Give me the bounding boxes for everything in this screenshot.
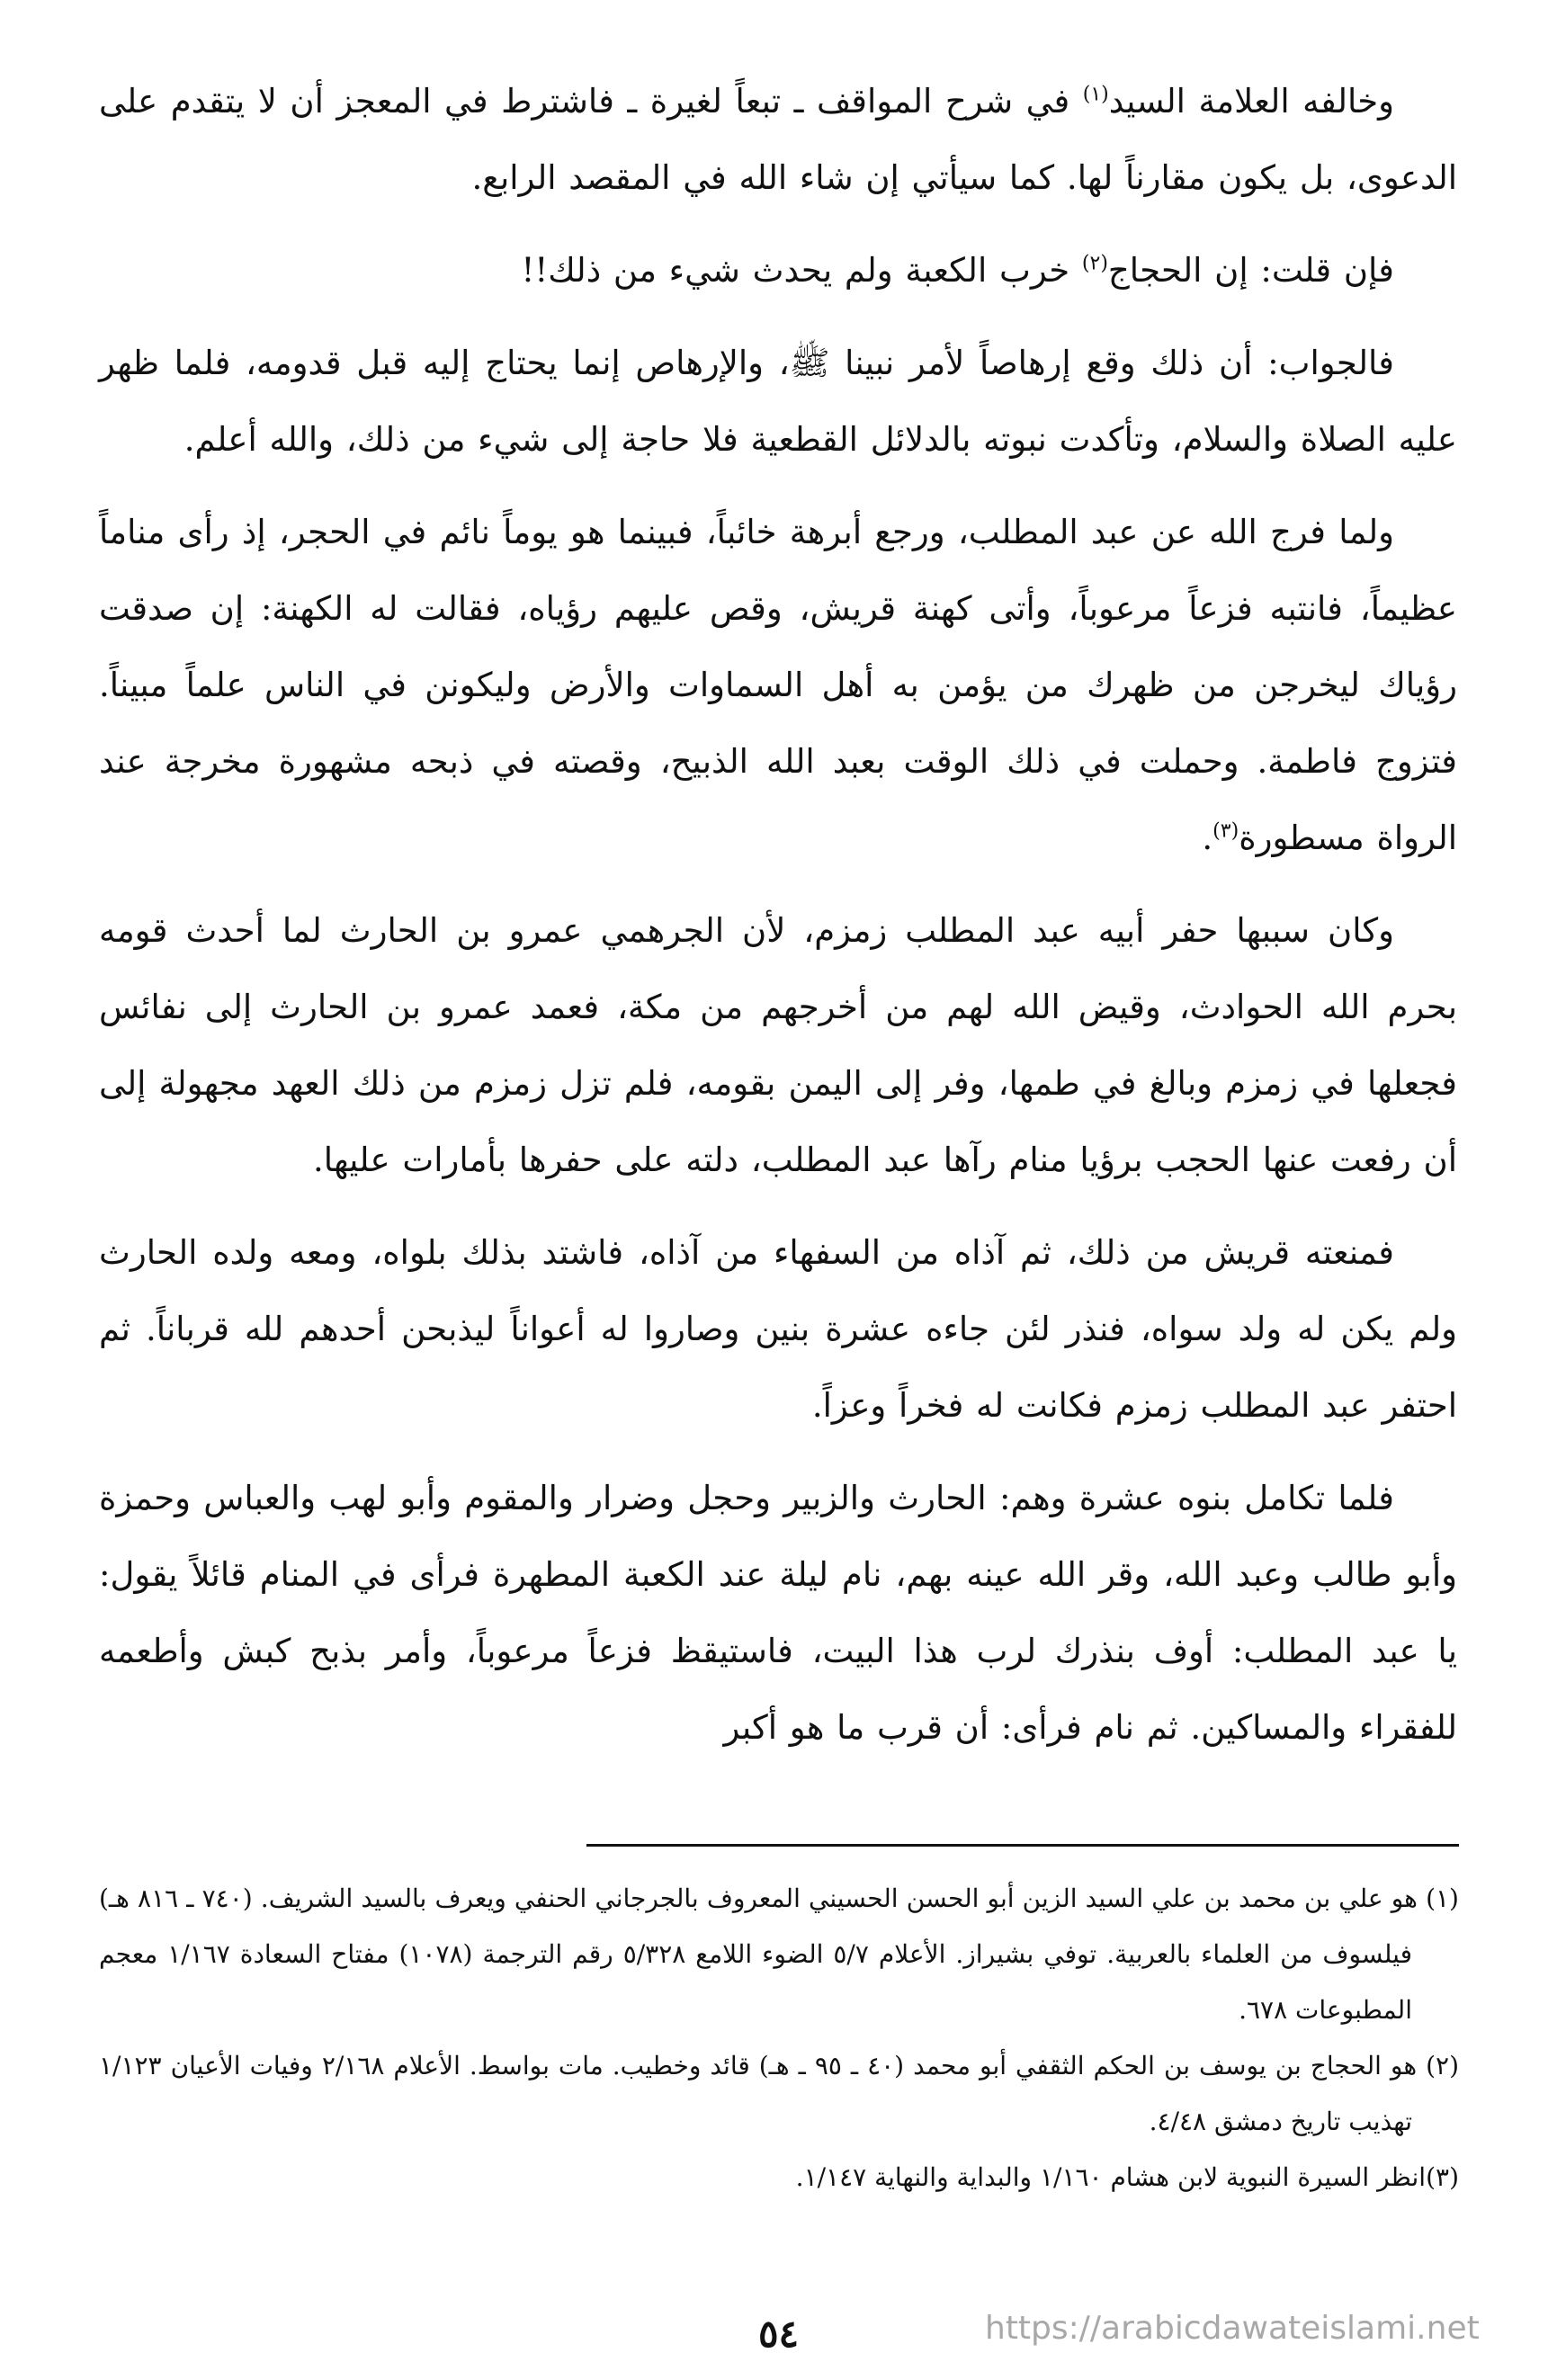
footnote-3: (٣)انظر السيرة النبوية لابن هشام ١/١٦٠ والبداية والنهاية ١/١٤٧. [795, 2162, 1459, 2192]
footnote-1: (١) هو علي بن محمد بن علي السيد الزين أبو الحسن الحسيني المعروف بالجرجاني الحنفي ويعرف بالسيد الشريف. (٧٤٠ ـ ٨١٦ هـ) فيلسوف من العلماء بالعربية. توفي بشيراز. الأعلام ٥/٧ الضوء اللامع ٥/٣٢٨ رقم الترجمة (١٠٧٨) مفتاح السعادة ١/١٦٧ معجم المطبوعات ٦٧٨. [99, 1883, 1459, 2025]
paragraph-6: فمنعته قريش من ذلك، ثم آذاه من السفهاء من آذاه، فاشتد بذلك بلواه، ومعه ولده الحارث ولم يكن له ولد سواه، فنذر لئن جاءه عشرة بنين وصاروا له أعواناً ليذبحن أحدهم لله قرباناً. ثم احتفر عبد المطلب زمزم فكانت له فخراً وعزاً. [99, 1233, 1457, 1425]
paragraph-5: وكان سببها حفر أبيه عبد المطلب زمزم، لأن الجرهمي عمرو بن الحارث لما أحدث قومه بحرم الله الحوادث، وقيض الله لهم من أخرجهم من مكة، فعمد عمرو بن الحارث إلى نفائس فجعلها في زمزم وبالغ في طمها، وفر إلى اليمن بقومه، فلم تزل زمزم من ذلك العهد مجهولة إلى أن رفعت عنها الحجب برؤيا منام رآها عبد المطلب، دلته على حفرها بأمارات عليها. [99, 911, 1457, 1179]
paragraph-1: وخالفه العلامة السيد$^{(١)}$ في شرح المواقف ـ تبعاً لغيرة ـ فاشترط في المعجز أن لا يتقدم على الدعوى، بل يكون مقارناً لها. كما سيأتي إن شاء الله في المقصد الرابع. [99, 82, 1457, 197]
footnotes [99, 1871, 1459, 2206]
footnote-divider [586, 1844, 1459, 1847]
watermark-url: https://arabicdawateislami.net [985, 2310, 1480, 2347]
page-number: ٥٤ [757, 2312, 800, 2356]
paragraph-2: فإن قلت: إن الحجاج$^{(٢)}$ خرب الكعبة ولم يحدث شيء من ذلك!! [521, 251, 1394, 290]
paragraph-7: فلما تكامل بنوه عشرة وهم: الحارث والزبير وحجل وضرار والمقوم وأبو لهب والعباس وحمزة وأبو طالب وعبد الله، وقر الله عينه بهم، نام ليلة عند الكعبة المطهرة فرأى في المنام قائلاً يقول: يا عبد المطلب: أوف بنذرك لرب هذا البيت، فاستيقظ فزعاً مرعوباً، وأمر بذبح كبش وأطعمه للفقراء والمساكين. ثم نام فرأى: أن قرب ما هو أكبر [99, 1479, 1457, 1747]
footnote-2: (٢) هو الحجاج بن يوسف بن الحكم الثقفي أبو محمد (٤٠ ـ ٩٥ ـ هـ) قائد وخطيب. مات بواسط. الأعلام ٢/١٦٨ وفيات الأعيان ١/١٢٣ تهذيب تاريخ دمشق ٤/٤٨. [99, 2051, 1459, 2136]
main-text [99, 63, 1457, 1782]
paragraph-4: ولما فرج الله عن عبد المطلب، ورجع أبرهة خائباً، فبينما هو يوماً نائم في الحجر، إذ رأى مناماً عظيماً، فانتبه فزعاً مرعوباً، وأتى كهنة قريش، وقص عليهم رؤياه، فقالت له الكهنة: إن صدقت رؤياك ليخرجن من ظهرك من يؤمن به أهل السماوات والأرض وليكونن في الناس علماً مبيناً. فتزوج فاطمة. وحملت في ذلك الوقت بعبد الله الذبيح، وقصته في ذبحه مشهورة مخرجة عند الرواة مسطورة$^{(٣)}$. [99, 513, 1457, 857]
footnote-ref-1[interactable]: (١) [1082, 83, 1109, 106]
paragraph-3: فالجواب: أن ذلك وقع إرهاصاً لأمر نبينا ﷺ، والإرهاص إنما يحتاج إليه قبل قدومه، فلما ظهر عليه الصلاة والسلام، وتأكدت نبوته بالدلائل القطعية فلا حاجة إلى شيء من ذلك، والله أعلم. [99, 344, 1457, 459]
footnote-ref-3[interactable]: (٣) [1212, 819, 1239, 843]
footnote-ref-2[interactable]: (٢) [1081, 252, 1108, 275]
